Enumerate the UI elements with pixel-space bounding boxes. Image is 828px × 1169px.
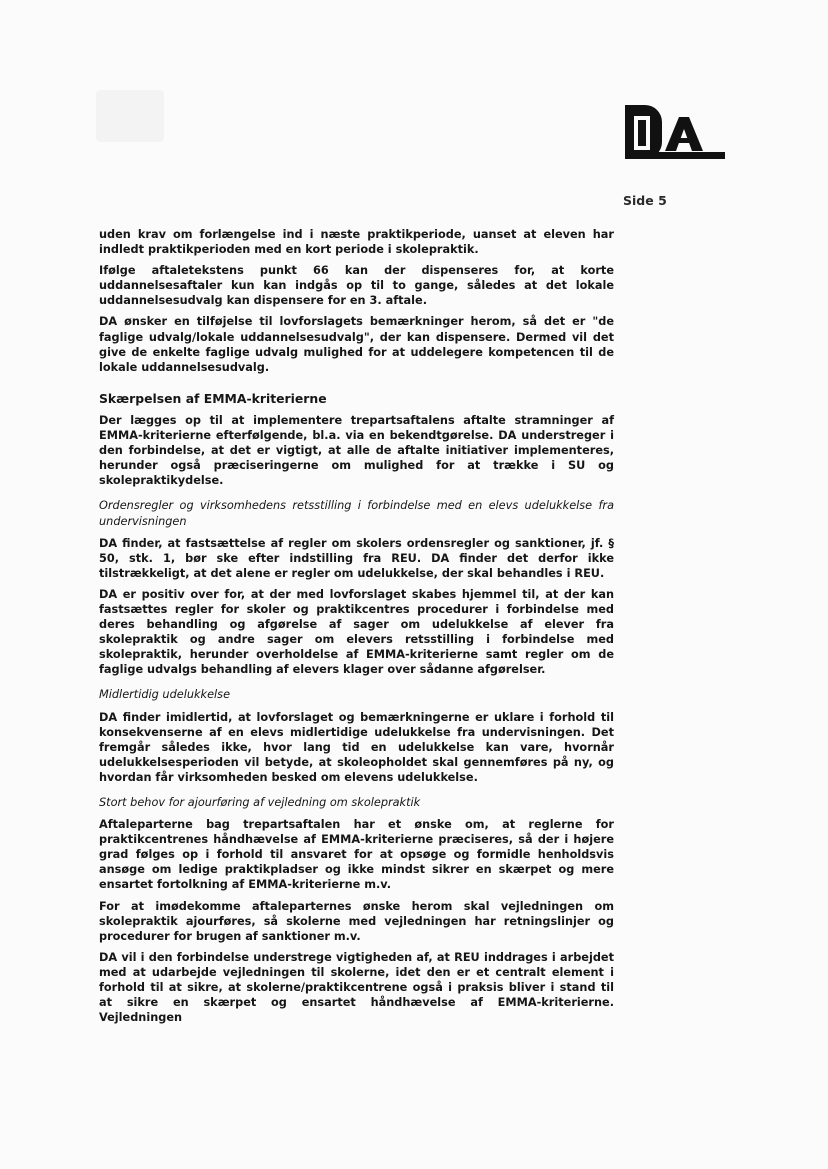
document-body bbox=[99, 227, 614, 1031]
da-logo bbox=[625, 103, 730, 159]
scan-shadow bbox=[96, 90, 164, 142]
paragraph: DA ønsker en tilføjelse til lovforslagets bemærkninger herom, så det er "de faglige udvalg/lokale uddannelsesudvalg", der kan dispensere. Dermed vil det give de enkelte faglige udvalg mulighed for at uddelegere kompetencen til de lokale uddannelsesudvalg. bbox=[99, 315, 614, 374]
paragraph: DA finder, at fastsættelse af regler om skolers ordensregler og sanktioner, jf. § 50, stk. 1, bør ske efter indstilling fra REU. DA finder det derfor ikke tilstrækkeligt, at det alene er regler om udelukkelse, der skal behandles i REU. bbox=[99, 536, 614, 580]
page-number: Side 5 bbox=[623, 193, 667, 208]
paragraph: Ifølge aftaletekstens punkt 66 kan der dispenseres for, at korte uddannelsesaftaler kun kan indgås op til to gange, således at det lokale uddannelsesudvalg kan dispensere for en 3. aftale. bbox=[99, 264, 614, 308]
paragraph: DA finder imidlertid, at lovforslaget og bemærkningerne er uklare i forhold til konsekvenserne af en elevs midlertidige udelukkelse fra undervisningen. Det fremgår således ikke, hvor lang tid en udelukkelse kan vare, hvornår udelukkelsesperioden vil betyde, at skoleopholdet skal gennemføres på ny, og hvordan får virksomheden besked om elevens udelukkelse. bbox=[99, 710, 614, 784]
paragraph: DA vil i den forbindelse understrege vigtigheden af, at REU inddrages i arbejdet med at udarbejde vejledningen til skolerne, idet den er et centralt element i forhold til at sikre, at skolerne/praktikcentrene også i praksis bliver i stand til at sikre en skærpet og ensartet håndhævelse af EMMA-kriterierne. Vejledningen bbox=[99, 950, 614, 1025]
paragraph: Der lægges op til at implementere trepartsaftalens aftalte stramninger af EMMA-kriterierne efterfølgende, bl.a. via en bekendtgørelse. DA understreger i den forbindelse, at det er vigtigt, at alle de aftalte initiativer implementeres, herunder også præciseringerne om mulighed for at trække i SU og skolepraktikydelse. bbox=[99, 413, 614, 488]
paragraph: For at imødekomme aftaleparternes ønske herom skal vejledningen om skolepraktik ajourføres, så skolerne med vejledningen har retningslinjer og procedurer for brugen af sanktioner m.v. bbox=[99, 899, 614, 943]
subheading: Stort behov for ajourføring af vejledning om skolepraktik bbox=[99, 796, 421, 809]
paragraph: Aftaleparterne bag trepartsaftalen har et ønske om, at reglerne for praktikcentrenes håndhævelse af EMMA-kriterierne præciseres, så der i højere grad følges op i forhold til ansvaret for at opsøge og formidle henholdsvis ansøge om ledige praktikpladser og ikke mindst sikrer en skærpet og mere ensartet fortolkning af EMMA-kriterierne m.v. bbox=[99, 818, 614, 892]
paragraph: uden krav om forlængelse ind i næste praktikperiode, uanset at eleven har indledt praktikperioden med en kort periode i skolepraktik. bbox=[99, 228, 614, 257]
subheading: Midlertidig udelukkelse bbox=[99, 688, 231, 702]
paragraph: DA er positiv over for, at der med lovforslaget skabes hjemmel til, at der kan fastsættes regler for skoler og praktikcentres procedurer i forbindelse med deres behandling og afgørelse af sager om udelukkelse af elever fra skolepraktik og andre sager om elevers retsstilling i forbindelse med skolepraktik, herunder overholdelse af EMMA-kriterierne samt regler om de faglige udvalgs behandling af elevers klager over sådanne afgørelser. bbox=[99, 587, 614, 677]
subheading: Ordensregler og virksomhedens retsstilling i forbindelse med en elevs udelukkelse fra undervisningen bbox=[99, 499, 614, 528]
section-heading: Skærpelsen af EMMA-kriterierne bbox=[99, 390, 327, 406]
